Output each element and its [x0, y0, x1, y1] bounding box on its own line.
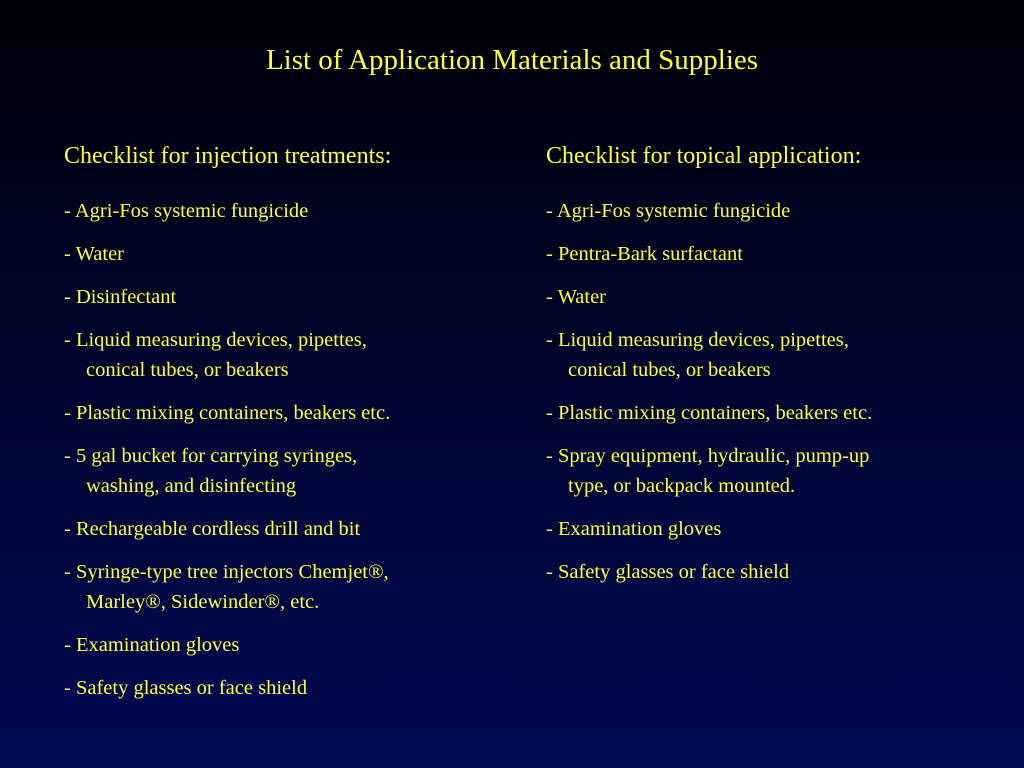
list-item — [546, 325, 996, 385]
list-item — [64, 673, 514, 703]
list-item-text: - Disinfectant — [64, 286, 177, 308]
list-item-continuation: conical tubes, or beakers — [86, 359, 289, 381]
list-item — [64, 398, 514, 428]
list-item — [546, 557, 996, 587]
injection-checklist-column — [64, 140, 514, 716]
list-item — [546, 239, 996, 269]
list-item — [64, 557, 514, 617]
list-item — [546, 282, 996, 312]
list-item-continuation: washing, and disinfecting — [86, 475, 297, 497]
list-item — [546, 441, 996, 501]
list-item-text: - Safety glasses or face shield — [64, 677, 308, 699]
list-item-text: - Rechargeable cordless drill and bit — [64, 518, 361, 540]
slide-title: List of Application Materials and Supplies — [265, 44, 759, 76]
list-item — [64, 196, 514, 226]
injection-checklist-heading: Checklist for injection treatments: — [64, 143, 392, 169]
list-item-text: - Pentra-Bark surfactant — [546, 243, 743, 265]
list-item — [546, 196, 996, 226]
list-item — [546, 514, 996, 544]
list-item — [64, 630, 514, 660]
list-item — [64, 325, 514, 385]
list-item-text: - Water — [64, 243, 125, 265]
list-item-text: - Syringe-type tree injectors Chemjet®, — [64, 561, 389, 583]
list-item-text: - Plastic mixing containers, beakers etc. — [546, 402, 873, 424]
list-item — [64, 441, 514, 501]
list-item — [64, 514, 514, 544]
list-item-text: - Agri-Fos systemic fungicide — [64, 200, 309, 222]
injection-checklist-list — [64, 196, 514, 703]
list-item-text: - Agri-Fos systemic fungicide — [546, 200, 791, 222]
list-item-continuation: type, or backpack mounted. — [568, 475, 796, 497]
list-item-continuation: Marley®, Sidewinder®, etc. — [86, 591, 320, 613]
list-item — [64, 239, 514, 269]
list-item-text: - Liquid measuring devices, pipettes, — [546, 329, 849, 351]
list-item-text: - Examination gloves — [64, 634, 240, 656]
list-item-continuation: conical tubes, or beakers — [568, 359, 771, 381]
list-item-text: - Liquid measuring devices, pipettes, — [64, 329, 367, 351]
list-item — [546, 398, 996, 428]
list-item-text: - 5 gal bucket for carrying syringes, — [64, 445, 358, 467]
topical-checklist-list — [546, 196, 996, 587]
list-item-text: - Examination gloves — [546, 518, 722, 540]
topical-checklist-heading: Checklist for topical application: — [546, 143, 862, 169]
list-item-text: - Plastic mixing containers, beakers etc. — [64, 402, 391, 424]
list-item — [64, 282, 514, 312]
topical-checklist-column — [546, 140, 996, 600]
list-item-text: - Safety glasses or face shield — [546, 561, 790, 583]
list-item-text: - Water — [546, 286, 607, 308]
list-item-text: - Spray equipment, hydraulic, pump-up — [546, 445, 870, 467]
